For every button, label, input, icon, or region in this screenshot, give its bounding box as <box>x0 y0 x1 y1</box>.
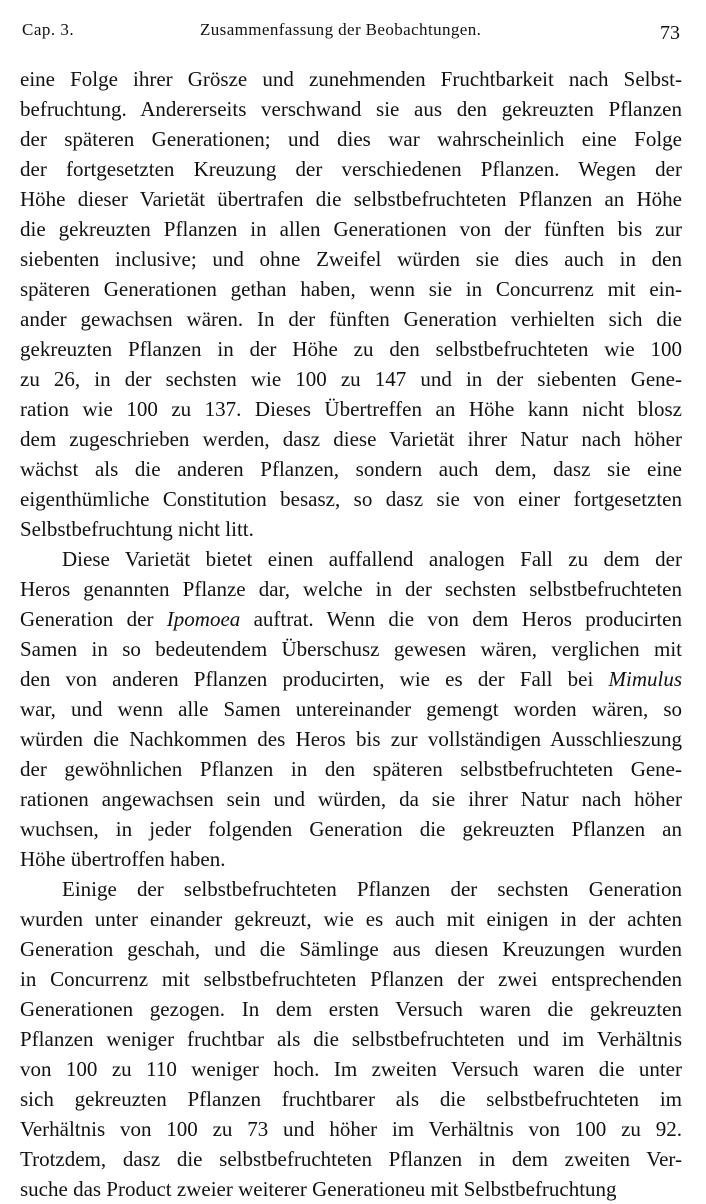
text-line: gekreuzten Pflanzen in der Höhe zu den selbstbefruchteten wie 100 <box>20 337 682 361</box>
text-line: Generationen gezogen. In dem ersten Versuch waren die gekreuzten <box>20 997 682 1021</box>
text-line: späteren Generationen gethan haben, wenn sie in Concurrenz mit ein- <box>20 277 682 301</box>
text-line: zu 26, in der sechsten wie 100 zu 147 und in der siebenten Gene- <box>20 367 682 391</box>
running-title: Zusammenfassung der Beobachtungen. <box>200 20 482 39</box>
text-line: eigenthümliche Constitution besasz, so dasz sie von einer fortgesetzten <box>20 487 682 511</box>
text-line: würden die Nachkommen des Heros bis zur vollständigen Ausschlieszung <box>20 727 682 751</box>
text-line: der fortgesetzten Kreuzung der verschiedenen Pflanzen. Wegen der <box>20 157 682 181</box>
text-line: ander gewachsen wären. In der fünften Generation verhielten sich die <box>20 307 682 331</box>
text-line: Generation geschah, und die Sämlinge aus diesen Kreuzungen wurden <box>20 937 682 961</box>
text-line: wuchsen, in jeder folgenden Generation die gekreuzten Pflanzen an <box>20 817 682 841</box>
text-line: Diese Varietät bietet einen auffallend analogen Fall zu dem der <box>62 547 682 571</box>
text-line: wurden unter einander gekreuzt, wie es auch mit einigen in der achten <box>20 907 682 931</box>
paragraph-3 <box>20 874 682 1204</box>
text-line: von 100 zu 110 weniger hoch. Im zweiten Versuch waren die unter <box>20 1057 682 1081</box>
paragraph-1 <box>20 64 682 544</box>
italic-term: Ipomoea <box>166 607 241 631</box>
text-line: Selbstbefruchtung nicht litt. <box>20 517 254 541</box>
text-line: die gekreuzten Pflanzen in allen Generationen von der fünften bis zur <box>20 217 682 241</box>
text-line: Einige der selbstbefruchteten Pflanzen der sechsten Generation <box>62 877 682 901</box>
chapter-label: Cap. 3. <box>22 20 75 39</box>
text-line: der gewöhnlichen Pflanzen in den späteren selbstbefruchteten Gene- <box>20 757 682 781</box>
text-line: siebenten inclusive; und ohne Zweifel würden sie dies auch in den <box>20 247 682 271</box>
text-line: Pflanzen weniger fruchtbar als die selbstbefruchteten und im Verhältnis <box>20 1027 682 1051</box>
text-line: dem zugeschrieben werden, dasz diese Varietät ihrer Natur nach höher <box>20 427 682 451</box>
text-line: der späteren Generationen; und dies war wahrscheinlich eine Folge <box>20 127 682 151</box>
text-line: rationen angewachsen sein und würden, da sie ihrer Natur nach höher <box>20 787 682 811</box>
text-line: befruchtung. Andererseits verschwand sie aus den gekreuzten Pflanzen <box>20 97 682 121</box>
page-number: 73 <box>660 22 680 44</box>
text-line: Trotzdem, dasz die selbstbefruchteten Pflanzen in dem zweiten Ver- <box>20 1147 682 1171</box>
text-line: Höhe dieser Varietät übertrafen die selbstbefruchteten Pflanzen an Höhe <box>20 187 682 211</box>
body-text <box>20 64 682 1204</box>
text-line: eine Folge ihrer Grösze und zunehmenden Fruchtbarkeit nach Selbst- <box>20 67 682 91</box>
text-line: Samen in so bedeutendem Überschusz gewesen wären, verglichen mit <box>20 637 682 661</box>
text-line: den von anderen Pflanzen producirten, wie es der Fall bei Mimulus <box>20 667 682 691</box>
text-line: suche das Product zweier weiterer Generationeu mit Selbstbefruchtung <box>20 1177 617 1201</box>
text-line: wächst als die anderen Pflanzen, sondern auch dem, dasz sie eine <box>20 457 682 481</box>
running-head <box>20 14 682 50</box>
text-line: Höhe übertroffen haben. <box>20 847 226 871</box>
text-line: war, und wenn alle Samen untereinander gemengt worden wären, so <box>20 697 682 721</box>
text-line: sich gekreuzten Pflanzen fruchtbarer als die selbstbefruchteten im <box>20 1087 682 1111</box>
paragraph-2 <box>20 544 682 874</box>
text-line: ration wie 100 zu 137. Dieses Übertreffen an Höhe kann nicht blosz <box>20 397 682 421</box>
text-line: Heros genannten Pflanze dar, welche in der sechsten selbstbefruchteten <box>20 577 682 601</box>
text-line: Verhältnis von 100 zu 73 und höher im Verhältnis von 100 zu 92. <box>20 1117 682 1141</box>
text-line: Generation der Ipomoea auftrat. Wenn die von dem Heros producirten <box>20 607 682 631</box>
text-line: in Concurrenz mit selbstbefruchteten Pflanzen der zwei entsprechenden <box>20 967 682 991</box>
italic-term: Mimulus <box>608 667 682 691</box>
book-page <box>20 14 682 1204</box>
